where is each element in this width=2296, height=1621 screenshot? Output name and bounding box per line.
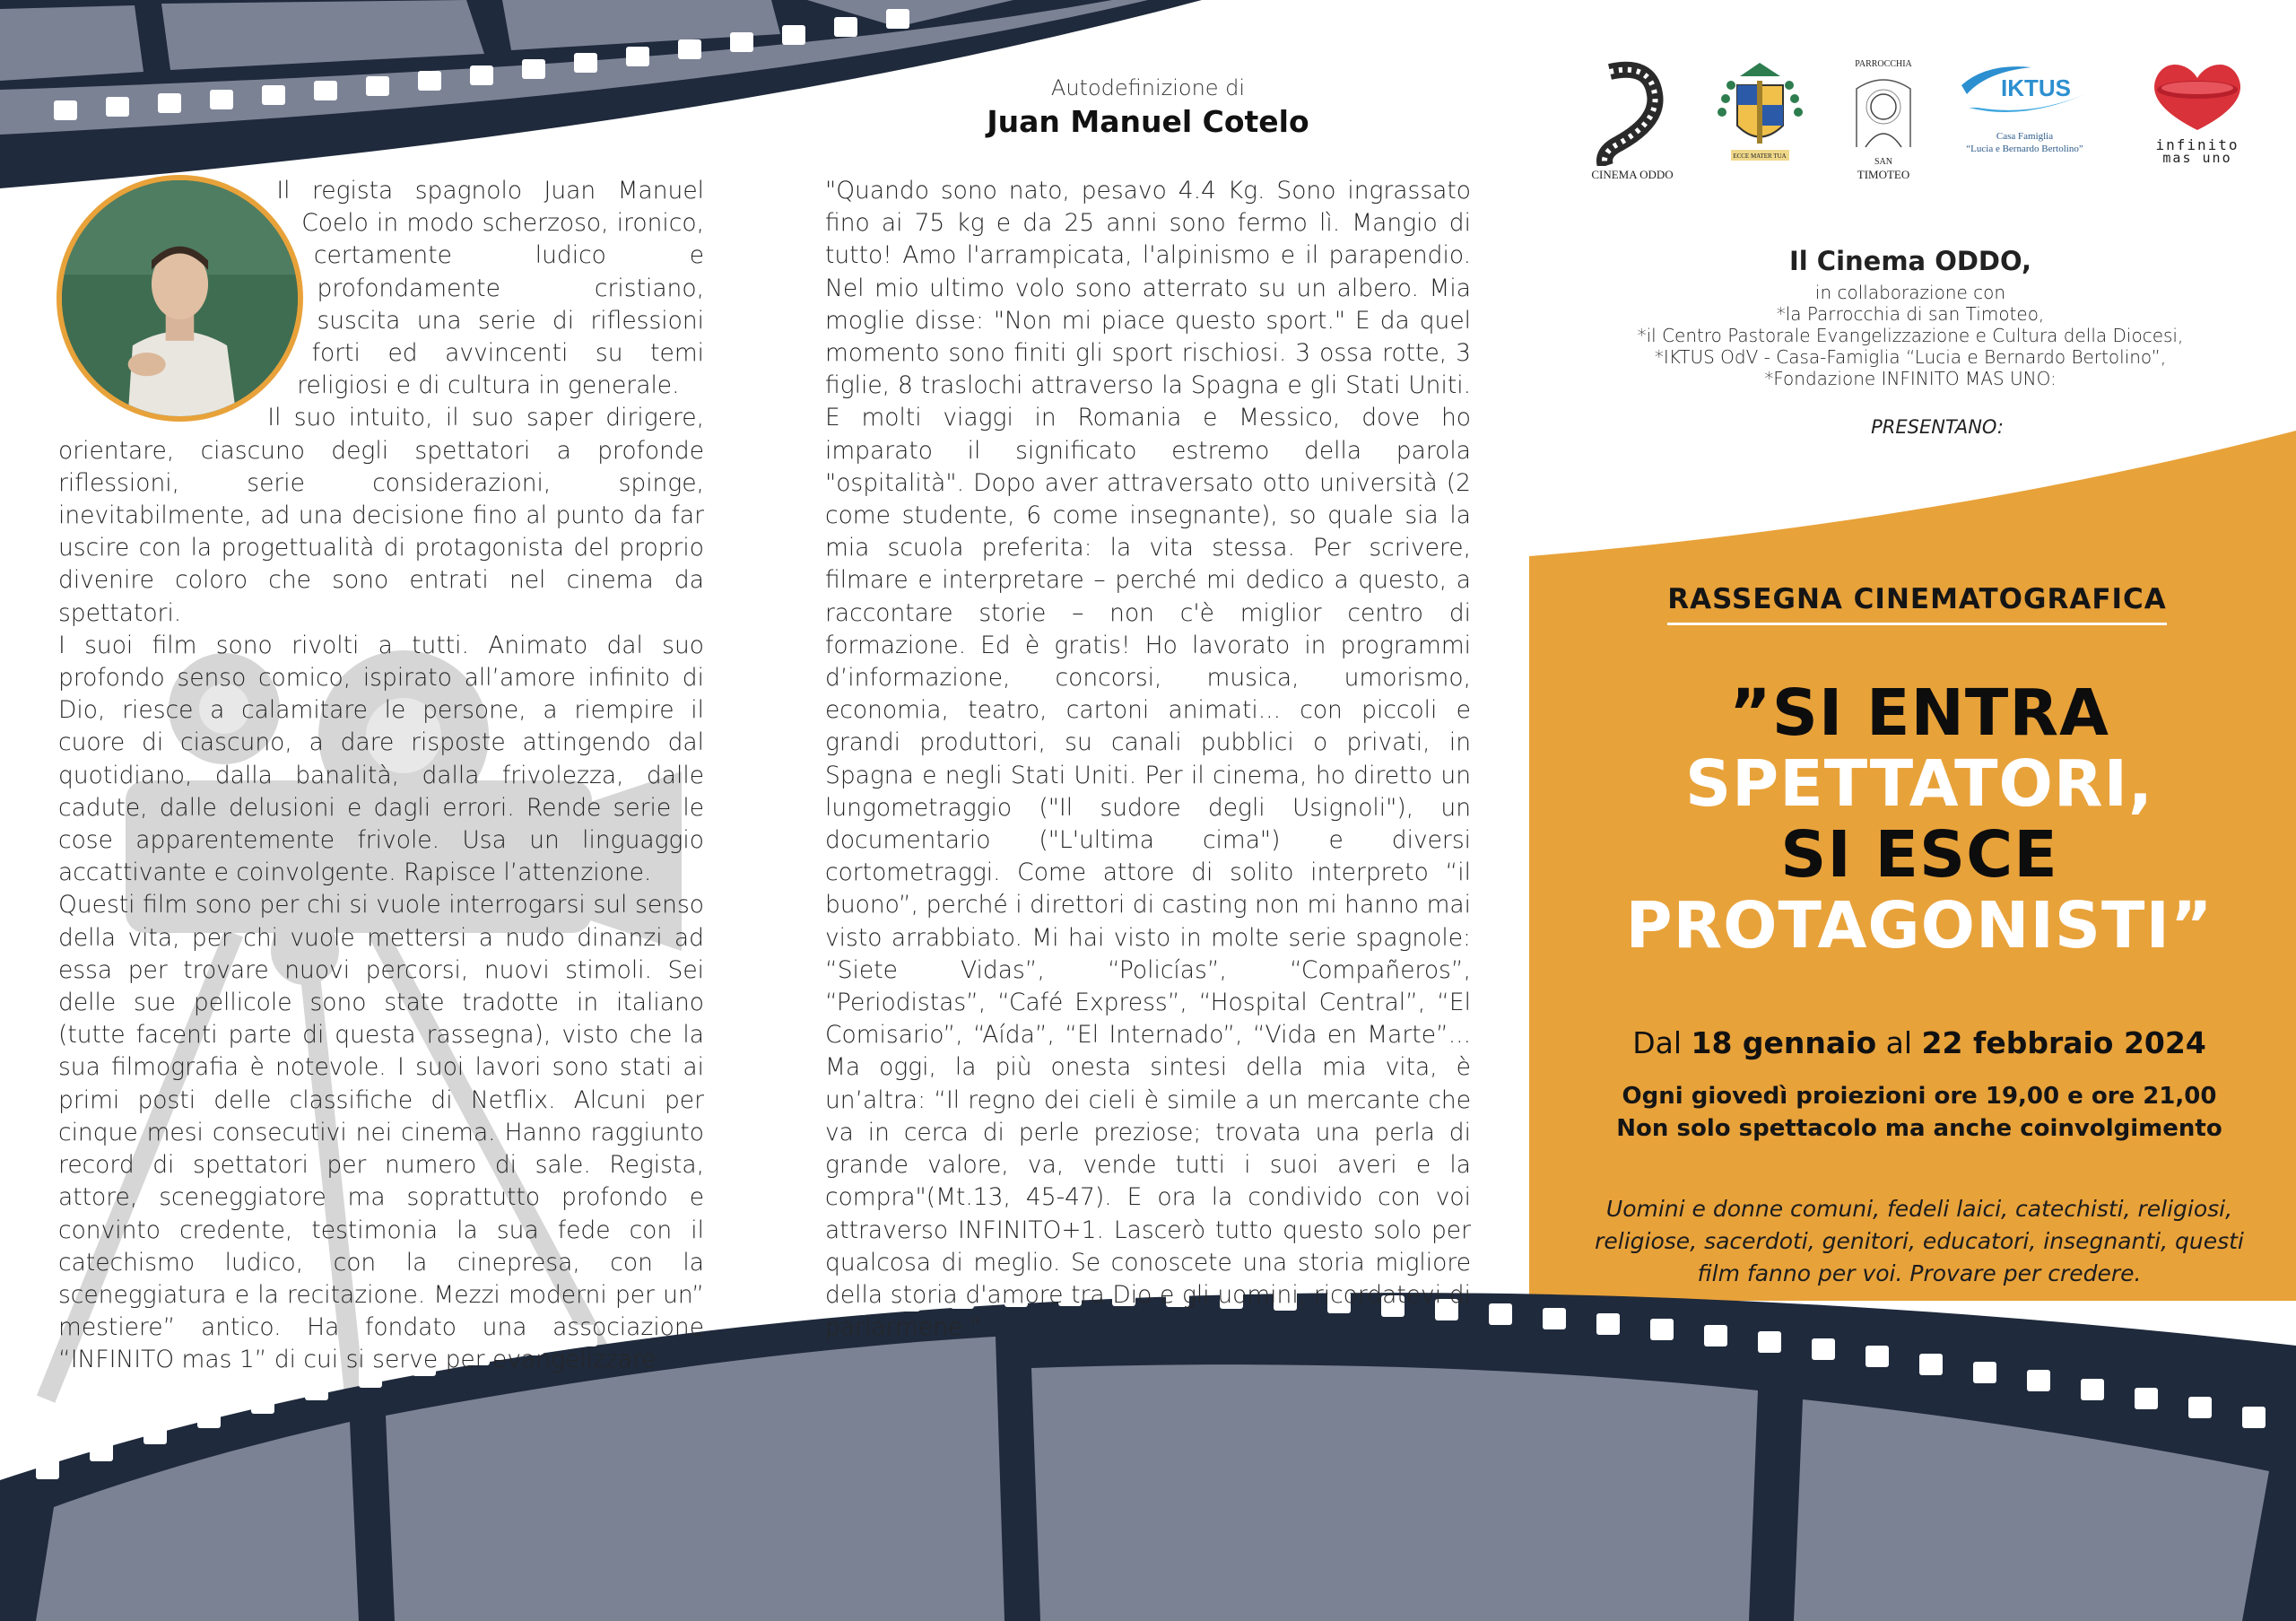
iktus-wordmark: IKTUS	[2001, 74, 2071, 101]
tagline: Non solo spettacolo ma anche coinvolgimento	[1616, 1115, 2222, 1142]
parish-label-san: SAN	[1874, 157, 1892, 167]
cinema-oddo-logo	[1583, 58, 1682, 181]
iktus-caption-2: “Lucia e Bernardo Bertolino”	[1966, 144, 2083, 154]
collaboration-line-1: in collaborazione con	[1814, 282, 2006, 303]
dates-dal: Dal	[1632, 1025, 1682, 1060]
director-portrait	[57, 175, 303, 422]
self-definition-column	[825, 175, 1471, 1344]
audience-note: Uomini e donne comuni, fedeli laici, catechisti, religiosi, religiose, sacerdoti, genitori, educatori, insegnanti, questi film fanno per voi. Provare per credere.	[1595, 1196, 2244, 1286]
dates-al: al	[1885, 1025, 1913, 1060]
parish-logo	[1843, 58, 1924, 181]
parish-label-timoteo: TIMOTEO	[1857, 168, 1910, 181]
infinito-wordmark: infinito	[2155, 136, 2239, 153]
self-definition-header	[825, 75, 1471, 139]
diocese-crest-logo	[1713, 58, 1807, 179]
title-line-1: ”SI ENTRA	[1729, 675, 2109, 750]
collaboration-line-2: *la Parrocchia di san Timoteo,	[1776, 303, 2045, 325]
event-dates	[1587, 1025, 2251, 1060]
parish-label-top: PARROCCHIA	[1855, 59, 1912, 69]
start-date: 18 gennaio	[1691, 1025, 1877, 1060]
paragraph-1: Il regista spagnolo Juan Manuel Coelo in modo scherzoso, ironico, certamente ludico e profondamente cristiano, suscita una serie di riflessioni forti ed avvincenti su temi religiosi e di cultura in generale.	[276, 177, 704, 400]
director-name: Juan Manuel Cotelo	[987, 104, 1309, 139]
collaboration-line-3: *il Centro Pastorale Evangelizzazione e Cultura della Diocesi,	[1637, 325, 2184, 346]
title-line-3: SI ESCE	[1780, 817, 2058, 892]
iktus-logo	[1951, 58, 2099, 155]
iktus-swoosh-icon	[1951, 58, 2099, 126]
schedule-block	[1587, 1080, 2251, 1145]
end-date: 22 febbraio 2024	[1921, 1025, 2206, 1060]
self-definition-subtitle: Autodefinizione di	[1050, 75, 1246, 100]
sponsor-logos	[1583, 58, 2251, 193]
cinema-oddo-caption: CINEMA ODDO	[1591, 168, 1674, 181]
schedule-line: Ogni giovedì proiezioni ore 19,00 e ore 21,00	[1622, 1083, 2217, 1110]
title-line-4: PROTAGONISTI”	[1625, 888, 2213, 963]
paragraph-2: Il suo intuito, il suo saper dirigere, orientare, ciascuno degli spettatori a profonde riflessioni, serie considerazioni, spinge, inevitabilmente, ad una decisione fino al punto da far uscire con la progettualità di protagonista del proprio divenire coloro che sono entrati nel cinema da spettatori.	[58, 404, 704, 627]
coat-of-arms-icon	[1713, 58, 1807, 175]
collaboration-line-5: *Fondazione INFINITO MAS UNO:	[1764, 368, 2057, 389]
self-definition-quote: "Quando sono nato, pesavo 4.4 Kg. Sono ingrassato fino ai 75 kg e da 25 anni sono fermo lì. Mangio di tutto! Amo l'arrampicata, l'alpinismo e il parapendio. Nel mio ultimo volo sono atterrato su un albero. Mia moglie disse: "Non mi piace questo sport." E da quel momento sono finiti gli sport rischiosi. 3 ossa rotte, 3 figlie, 8 traslochi attraverso la Spagna e gli Stati Uniti. E molti viaggi in Romania e Messico, dove ho imparato il significato estremo della parola "ospitalità". Dopo aver attraversato otto università (2 come studente, 6 come insegnante), so quale sia la mia scuola preferita: la vita stessa. Per scrivere, filmare e interpretare – perché mi dedico a questo, a raccontare storie – non c'è miglior centro di formazione. Ed è gratis! Ho lavorato in programmi d’informazione, concorsi, musica, umorismo, economia, teatro, cartoni animati... con piccoli e grandi produttori, su canali pubblici o privati, in Spagna e negli Stati Uniti. Per il cinema, ho diretto un lungometraggio ("Il sudore degli Usignoli"), un documentario ("L'ultima cima") e diversi cortometraggi. Come attore di solito interpreto “il buono”, perché i direttori di casting non mi hanno mai visto arrabbiato. Mi hai visto in molte serie spagnole: “Siete Vidas”, “Policías”, “Compañeros”, “Periodistas”, “Café Express”, “Hospital Central”, “El Comisario”, “Aída”, “El Internado”, “Vida en Marte”... Ma oggi, la più onesta sintesi della mia vita, è un’altra: “Il regno dei cieli è simile a un mercante che va in cerca di perle preziose; trovata una perla di grande valore, va, vende tutti i suoi averi e la compra"(Mt.13, 45-47). E ora la condivido con voi attraverso INFINITO+1. Lascerò tutto questo solo per qualcosa di meglio. Se conoscete una storia migliore della storia d'amore tra Dio e gli uomini, ricordatevi di parlarmene."	[825, 177, 1471, 1342]
saint-portrait-icon	[1843, 71, 1924, 152]
heart-bowl-icon	[2144, 58, 2251, 135]
paragraph-3: I suoi film sono rivolti a tutti. Animato dal suo profondo senso comico, ispirato all’amore infinito di Dio, riesce a calamitare le persone, a riempire il cuore di ciascuno, a dare risposte attingendo dal quotidiano, dalla banalità, dalla frivolezza, dalle cadute, dalle delusioni e dagli errori. Rende serie le cose apparentemente frivole. Usa un linguaggio accattivante e coinvolgente. Rapisce l’attenzione.	[58, 631, 704, 887]
presentano-label: PRESENTANO:	[1871, 416, 2004, 438]
presenters-block	[1596, 246, 2224, 438]
iktus-caption-1: Casa Famiglia	[1996, 131, 2054, 142]
infinito-logo	[2144, 58, 2251, 164]
series-heading	[1614, 583, 2220, 615]
director-intro-column	[58, 175, 704, 1377]
mas-uno-wordmark: mas uno	[2162, 150, 2232, 166]
event-title	[1578, 677, 2260, 961]
title-line-2: SPETTATORI,	[1685, 746, 2153, 821]
presenter-title: Il Cinema ODDO,	[1788, 246, 2032, 276]
series-heading-text: RASSEGNA CINEMATOGRAFICA	[1667, 583, 2167, 625]
diocese-motto: ECCE MATER TUA	[1733, 153, 1787, 160]
collaboration-line-4: *IKTUS OdV - Casa-Famiglia “Lucia e Bernardo Bertolino”,	[1654, 346, 2167, 368]
paragraph-4: Questi film sono per chi si vuole interrogarsi sul senso della vita, per chi vuole mettersi a nudo dinanzi ad essa per trovare nuovi percorsi, nuovi stimoli. Sei delle sue pellicole sono state tradotte in italiano (tutte facenti parte di questa rassegna), visto che la sua filmografia è notevole. I suoi lavori sono stati ai primi posti delle classifiche di Netflix. Alcuni per cinque mesi consecutivi nei cinema. Hanno raggiunto record di spettatori per numero di sale. Regista, attore, sceneggiatore ma soprattutto profondo e convinto credente, testimonia la sua fede con il catechismo ludico, con la cinepresa, con la sceneggiatura e la recitazione. Mezzi moderni per un” mestiere” antico. Ha fondato una associazione “INFINITO mas 1” di cui si serve per evangelizzare.	[58, 891, 704, 1374]
film-reel-icon	[1583, 58, 1682, 166]
